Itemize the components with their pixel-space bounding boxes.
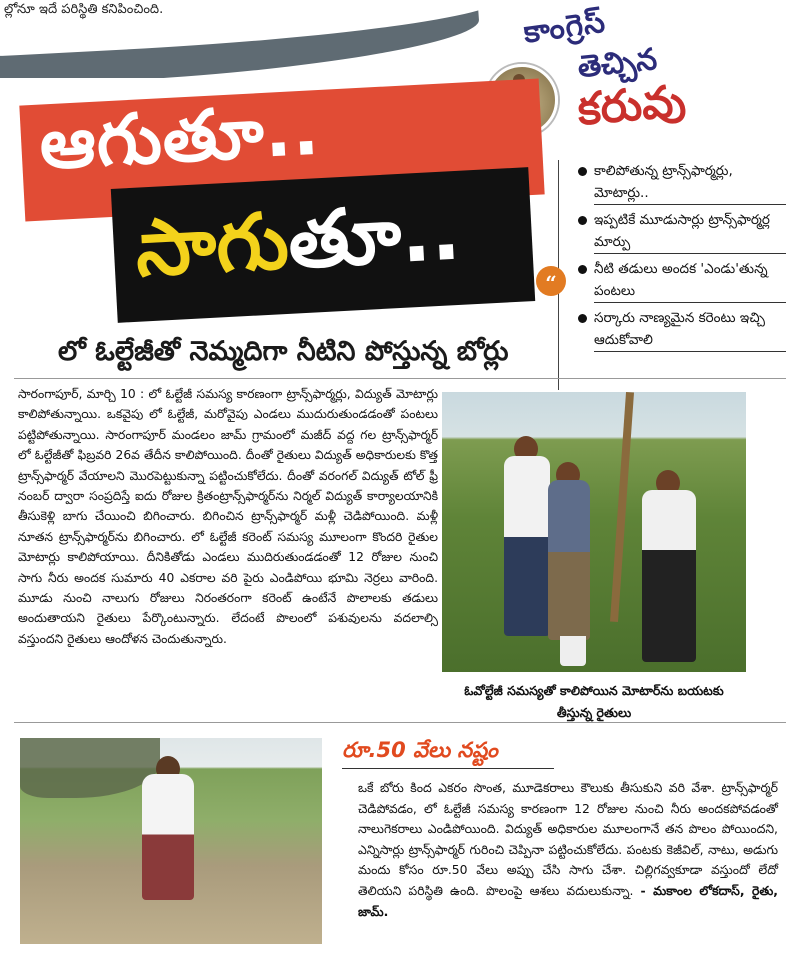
headline-highlight: సాగు bbox=[133, 196, 291, 295]
article-body: సారంగాపూర్, మార్చి 10 : లో ఓల్టేజీ సమస్య కారణంగా ట్రాన్స్‌ఫార్మర్లు, విద్యుత్ మోటార్లు కాలిపోతున్నాయి. ఒకవైపు లో ఓల్టేజీ, మరోవైపు ఎండలు ముదురుతుండడంతో పంటలు పట్టిపోతున్నాయి. సారంగాపూర్ మండలం జామ్ గ్రామంలో మజీద్ వద్ద గల ట్రాన్స్‌ఫార్మర్ లో ఓల్టేజీతో ఫిబ్రవరి 26వ తేదీన కాలిపోయింది. దీంతో రైతులు విద్యుత్ అధికారులకు కొత్త ట్రాన్స్‌ఫార్మర్ వేయాలని మొరపెట్టుకున్నా పట్టించుకోలేదు. దీంతో వరంగల్ విద్యుత్ టోల్ ఫ్రీ నంబర్ ద్వారా సంప్రదిస్తే ఐదు రోజుల క్రితంట్రాన్స్‌ఫార్మర్‌ను నిర్మల్ విద్యుత్ కార్యాలయానికి తీసుకెళ్లి బాగు చేయించి బిగించారు. బిగించిన ట్రాన్స్‌ఫార్మర్ మళ్లీ చెడిపోయింది. మళ్లీ నూతన ట్రాన్స్‌ఫార్మర్‌ను బిగించారు. లో ఓల్టేజీ కరెంట్ సమస్య మూలంగా కొందరి రైతుల మోటార్లు కాలిపోయాయి. దీనికితోడు ఎండలు ముదిరుతుండడంతో 12 రోజుల నుంచి సాగు నీరు అందక సుమారు 40 ఎకరాల వరి పైరు ఎండిపోయి భూమి నెర్రలు వారింది. మూడు నుంచి నాలుగు రోజులు నిరంతరంగా కరెంట్ ఉంటేనే పొలాలకు తడులు అందుతాయని రైతులు పేర్కొంటున్నారు. లేదంటే పొలంలో పశువులను వదలాల్సి వస్తుందని రైతులు ఆందోళన చెందుతున్నారు. bbox=[18, 387, 438, 646]
loss-quote-text: ఒకే బోరు కింద ఎకరం సొంత, మూడెకరాలు కౌలుకు తీసుకుని వరి వేశా. ట్రాన్స్‌ఫార్మర్ చెడిపోవడం, లో ఓల్టేజీ సమస్య కారణంగా 12 రోజుల నుంచి నీరు అందకపోవడంతో నాలుగెకరాలు ఎండిపోయింది. విద్యుత్ అధికారుల మూలంగానే తన పొలం పోయిందని, ఎన్నిసార్లు ట్రాన్స్‌ఫార్మర్ గురించి చెప్పినా పట్టించుకోలేదు. పంటకు కెజీవిల్, నాటు, అడుగు మందు కోసం రూ.50 వేలు అప్పు చేసి సాగు చేశా. చిల్లిగవ్వకూడా వస్తుందో లేదో తెలియని పరిస్థితి ఉంది. పొలంపై ఆశలు వదులుకున్నా. bbox=[358, 780, 778, 898]
previous-column-text: ల్లోనూ ఇదే పరిస్థితి కనిపించింది. bbox=[4, 2, 164, 17]
farmer-figure bbox=[504, 456, 550, 636]
highlights-list bbox=[576, 160, 786, 356]
photo-caption: ఓవోల్టేజీ సమస్యతో కాలిపోయిన మోటార్‌ను బయటకు తీస్తున్న రైతులు bbox=[464, 683, 724, 720]
headline-rest: తూ.. bbox=[286, 187, 463, 287]
farmers-motor-photo bbox=[442, 392, 746, 672]
highlight-item: కాలిపోతున్న ట్రాన్స్‌ఫార్మర్లు, మోటార్లు.. bbox=[576, 160, 786, 205]
bucket bbox=[560, 636, 586, 666]
badge-line-2: తెచ్చిన bbox=[576, 41, 659, 86]
section-divider bbox=[14, 722, 786, 723]
farmer-figure bbox=[548, 480, 590, 640]
headline-part-2 bbox=[133, 188, 463, 314]
section-divider bbox=[14, 378, 786, 379]
badge-line-1: కాంగ్రెస్ bbox=[521, 4, 609, 51]
loss-box-title: రూ.50 వేలు నష్టం bbox=[342, 738, 498, 762]
loss-signature: - మకాంల లోకదాస్, రైతు, జామ్. bbox=[358, 882, 778, 919]
farmer-figure bbox=[142, 774, 194, 900]
highlight-item: ఇప్పటికే మూడుసార్లు ట్రాన్స్‌ఫార్మర్ల మార్పు bbox=[576, 209, 786, 254]
subheadline: లో ఓల్టేజీతో నెమ్మదిగా నీటిని పోస్తున్న బోర్లు bbox=[58, 336, 509, 367]
borewell-pipe bbox=[610, 392, 634, 622]
highlight-item: నీటి తడులు అందక 'ఎండు'తున్న పంటలు bbox=[576, 258, 786, 303]
tree-line bbox=[20, 738, 160, 798]
highlight-item: సర్కారు నాణ్యమైన కరెంటు ఇచ్చి ఆదుకోవాలి bbox=[576, 307, 786, 352]
loss-title-underline bbox=[342, 768, 554, 769]
dry-field-photo bbox=[20, 738, 322, 944]
badge-line-3: కరువు bbox=[575, 75, 688, 136]
headline-part-1: ఆగుతూ.. bbox=[37, 88, 322, 186]
loss-box-body bbox=[358, 778, 778, 922]
farmer-figure bbox=[642, 490, 696, 662]
quote-icon: “ bbox=[536, 266, 566, 296]
